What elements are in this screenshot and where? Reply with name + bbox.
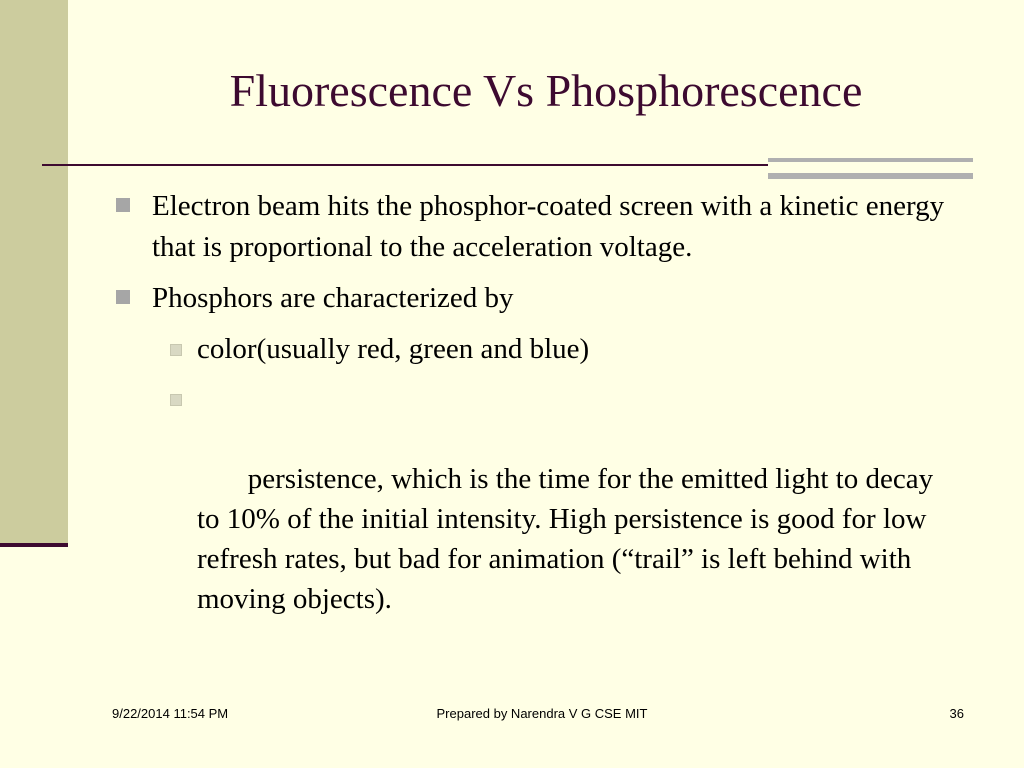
sub-bullet-text: color(usually red, green and blue) [197, 333, 590, 365]
slide-content [112, 186, 982, 669]
small-square-bullet-icon [170, 344, 182, 356]
small-square-bullet-icon [170, 394, 182, 406]
sub-bullet-item [164, 329, 957, 369]
slide-title: Fluorescence Vs Phosphorescence [229, 65, 863, 116]
title-divider-accent-bottom [768, 173, 973, 179]
bullet-item [112, 278, 982, 319]
sub-bullet-item [164, 379, 957, 659]
bullet-text: Electron beam hits the phosphor-coated screen with a kinetic energy that is proportional to the acceleration voltage. [152, 190, 945, 263]
footer-page-number: 36 [949, 706, 964, 721]
footer-date: 9/22/2014 11:54 PM [112, 706, 229, 721]
left-decorative-bar [0, 0, 68, 545]
footer-author: Prepared by Narendra V G CSE MIT [436, 706, 648, 721]
bullet-text: Phosphors are characterized by [152, 282, 514, 314]
bullet-item [112, 186, 982, 268]
square-bullet-icon [116, 198, 130, 212]
sub-bullet-text: persistence, which is the time for the emitted light to decay to 10% of the initial intensity. High persistence is good for low refresh rates, but bad for animation (“trail” is left behind with moving objects). [197, 463, 941, 615]
title-divider-accent-top [768, 158, 973, 162]
square-bullet-icon [116, 290, 130, 304]
title-divider [42, 164, 768, 166]
left-bar-underline [0, 543, 68, 547]
